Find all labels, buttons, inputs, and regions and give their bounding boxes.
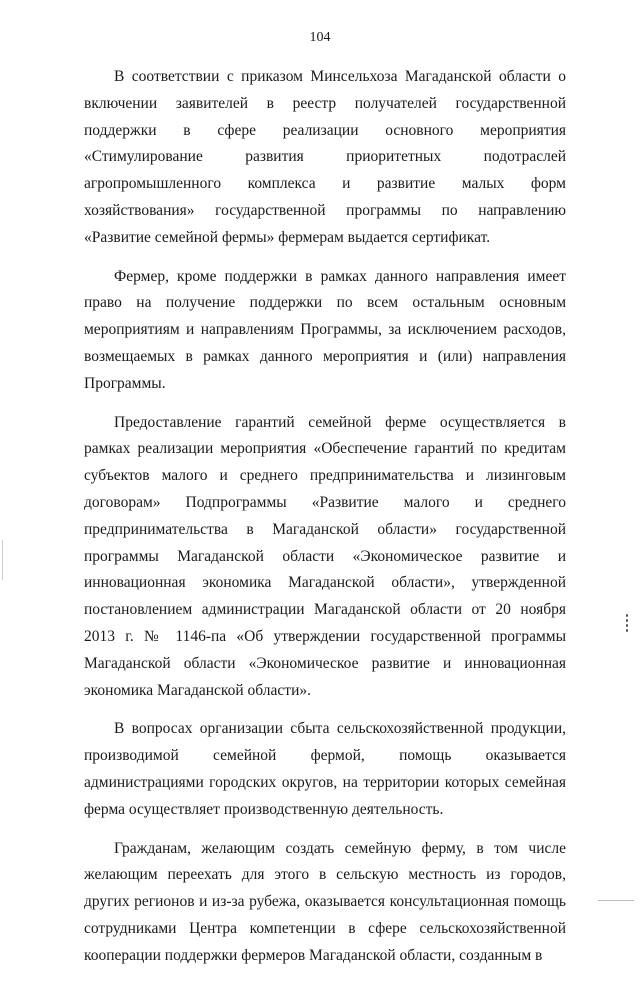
page-number: 104 [309,30,331,45]
paragraph-consulting: Гражданам, желающим создать семейную ферму, в том числе желающим переехать для этого в сельскую местность из городов, других регионов и из-за рубежа, оказывается консультационная помощь сотрудниками Центра компетенции в сфере сельскохозяйственной кооперации поддержки фермеров Магаданской области, созданным в [84,839,566,964]
scan-artifact-mark [624,612,630,638]
scan-bottom-line [598,900,634,901]
paragraph-certificate: В соответствии с приказом Минсельхоза Магаданской области о включении заявителей в реестр получателей государственной поддержки в сфере реализации основного мероприятия «Стимулирование развития приоритетных подотраслей агропромышленного комплекса и развитие малых форм хозяйствования» государственной программы по направлению «Развитие семейной фермы» фермерам выдается сертификат. [84,68,566,246]
paragraph-guarantees: Предоставление гарантий семейной ферме осуществляется в рамках реализации мероприятия «Обеспечение гарантий по кредитам субъектов малого и среднего предпринимательства и лизинговым договорам» Подпрограммы «Развитие малого и среднего предпринимательства в Магаданской области» государственной программы Магаданской области «Экономическое развитие и инновационная экономика Магаданской области», утвержденной постановлением администрации Магаданской области от 20 ноября 2013 г. № 1146-па «Об утверждении государственной программы Магаданской области «Экономическое развитие и инновационная экономика Магаданской области». [84,413,566,699]
paragraph-sales-help: В вопросах организации сбыта сельскохозяйственной продукции, производимой семейной фермой, помощь оказывается администрациями городских округов, на территории которых семейная ферма осуществляет производственную деятельность. [84,720,566,818]
body-text [84,64,566,982]
paragraph-farmer-support: Фермер, кроме поддержки в рамках данного направления имеет право на получение поддержки по всем остальным основным мероприятиям и направлениям Программы, за исключением расходов, возмещаемых в рамках данного мероприятия и (или) направления Программы. [84,267,566,392]
scan-edge-line [2,540,3,580]
